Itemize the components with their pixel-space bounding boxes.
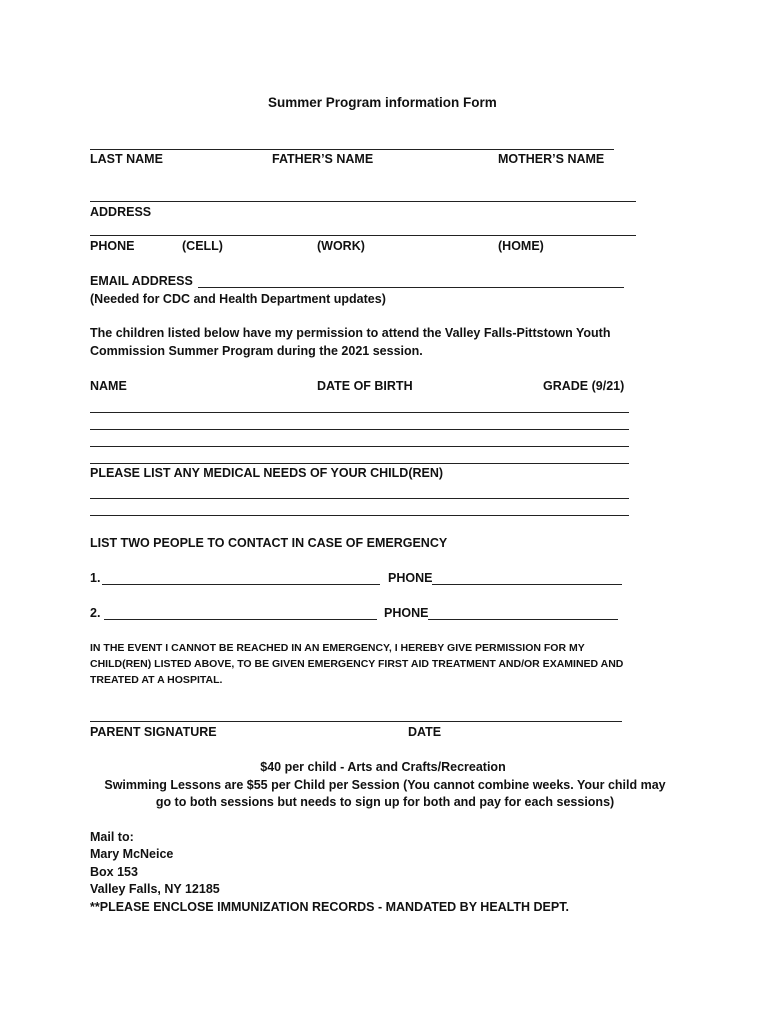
contact1-phone-label: PHONE <box>388 571 433 585</box>
pricing-line2: Swimming Lessons are $55 per Child per Session (You cannot combine weeks. Your child may <box>104 778 666 792</box>
pricing-line1: $40 per child - Arts and Crafts/Recreation <box>260 760 506 774</box>
contact1-number: 1. <box>90 571 101 585</box>
child-grade-header: GRADE (9/21) <box>543 379 625 393</box>
consent-line2: CHILD(REN) LISTED ABOVE, TO BE GIVEN EMERGENCY FIRST AID TREATMENT AND/OR EXAMINED AND <box>90 658 624 670</box>
contact2-name-line[interactable] <box>104 619 377 620</box>
contact2-number: 2. <box>90 606 101 620</box>
contact2-phone-line[interactable] <box>428 619 618 620</box>
email-field-line[interactable] <box>198 287 624 288</box>
mail-to-label: Mail to: <box>90 830 134 844</box>
signature-line[interactable] <box>90 721 622 722</box>
mail-box: Box 153 <box>90 865 138 879</box>
medical-needs-line[interactable] <box>90 498 629 499</box>
contact2-phone-label: PHONE <box>384 606 429 620</box>
consent-line1: IN THE EVENT I CANNOT BE REACHED IN AN EMERGENCY, I HEREBY GIVE PERMISSION FOR MY <box>90 642 585 654</box>
child-row-line[interactable] <box>90 429 629 430</box>
phone-work-label: (WORK) <box>317 239 365 253</box>
immunization-notice: **PLEASE ENCLOSE IMMUNIZATION RECORDS - MANDATED BY HEALTH DEPT. <box>90 900 569 914</box>
pricing-line3: go to both sessions but needs to sign up for both and pay for each sessions) <box>155 795 615 809</box>
child-row-line[interactable] <box>90 412 629 413</box>
mail-city: Valley Falls, NY 12185 <box>90 882 220 896</box>
address-label: ADDRESS <box>90 205 152 219</box>
contact1-name-line[interactable] <box>102 584 380 585</box>
phone-home-label: (HOME) <box>498 239 544 253</box>
last-name-label: LAST NAME <box>90 152 163 166</box>
phone-line[interactable] <box>90 235 636 236</box>
child-row-line[interactable] <box>90 446 629 447</box>
contact1-phone-line[interactable] <box>432 584 622 585</box>
email-note: (Needed for CDC and Health Department updates) <box>90 292 386 306</box>
mother-name-label: MOTHER’S NAME <box>498 152 605 166</box>
email-label: EMAIL ADDRESS <box>90 274 193 288</box>
consent-line3: TREATED AT A HOSPITAL. <box>90 674 223 686</box>
phone-label: PHONE <box>90 239 135 253</box>
signature-date-label: DATE <box>408 725 442 739</box>
father-name-label: FATHER’S NAME <box>272 152 374 166</box>
parent-signature-label: PARENT SIGNATURE <box>90 725 217 739</box>
medical-needs-line[interactable] <box>90 515 629 516</box>
parent-names-line[interactable] <box>90 149 614 150</box>
phone-cell-label: (CELL) <box>182 239 223 253</box>
mail-recipient-name: Mary McNeice <box>90 847 174 861</box>
emergency-heading: LIST TWO PEOPLE TO CONTACT IN CASE OF EMERGENCY <box>90 536 448 550</box>
medical-needs-label: PLEASE LIST ANY MEDICAL NEEDS OF YOUR CHILD(REN) <box>90 466 444 480</box>
permission-text-line2: Commission Summer Program during the 2021 session. <box>90 344 423 358</box>
child-row-line[interactable] <box>90 463 629 464</box>
permission-text-line1: The children listed below have my permission to attend the Valley Falls-Pittstown Youth <box>90 326 611 340</box>
child-name-header: NAME <box>90 379 127 393</box>
form-title: Summer Program information Form <box>268 95 497 110</box>
child-dob-header: DATE OF BIRTH <box>317 379 413 393</box>
address-line[interactable] <box>90 201 636 202</box>
